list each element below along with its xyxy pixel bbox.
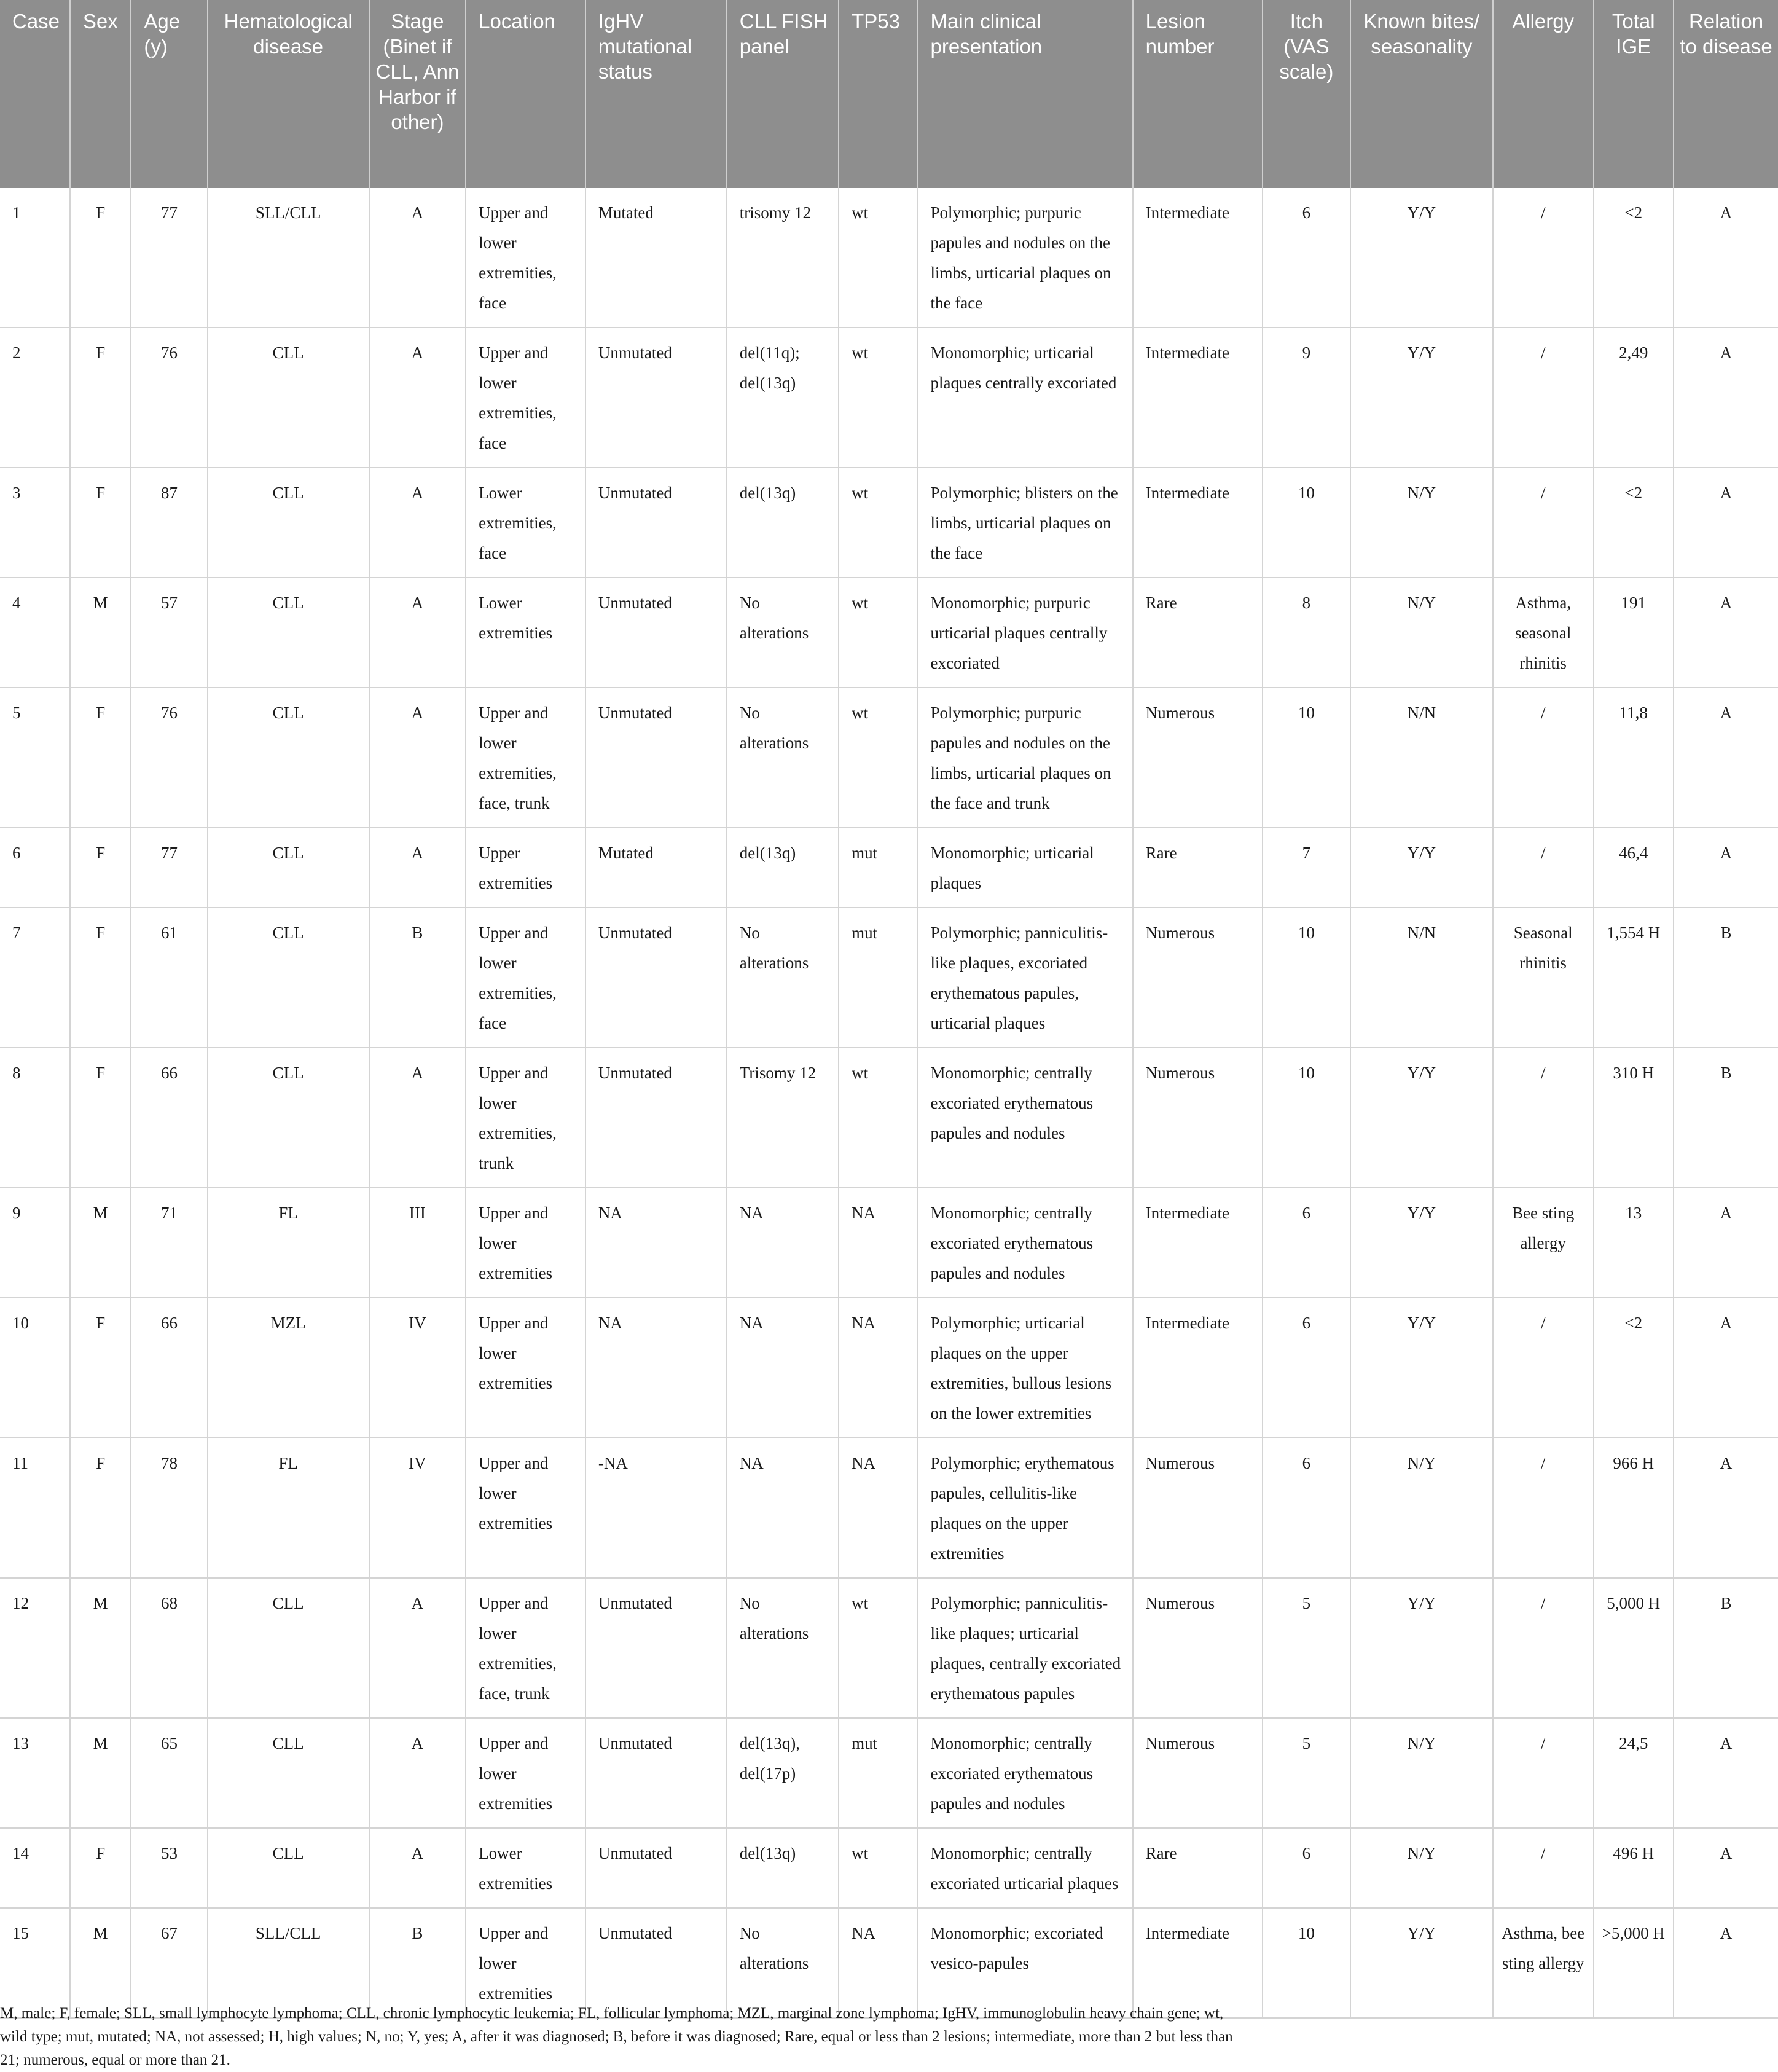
cell-known-bites-seasonality: Y/Y (1350, 1908, 1493, 2018)
cell-stage: A (369, 688, 466, 828)
cell-lesion-number: Rare (1133, 1828, 1263, 1908)
cell-age: 65 (131, 1718, 207, 1828)
cell-itch: 6 (1263, 1438, 1350, 1578)
cell-itch: 10 (1263, 1908, 1350, 2018)
cell-case: 6 (0, 828, 70, 908)
cell-itch: 7 (1263, 828, 1350, 908)
cell-cll-fish-panel: del(13q) (727, 828, 839, 908)
cell-total-ige: 496 H (1594, 1828, 1674, 1908)
cell-main-clinical-presentation: Monomorphic; urticarial plaques (918, 828, 1133, 908)
cell-stage: B (369, 1908, 466, 2018)
cell-age: 68 (131, 1578, 207, 1718)
cell-case: 11 (0, 1438, 70, 1578)
cell-case: 1 (0, 188, 70, 328)
cell-location: Upper extremities (466, 828, 585, 908)
cell-lesion-number: Intermediate (1133, 328, 1263, 468)
cell-lesion-number: Rare (1133, 578, 1263, 688)
header-age: Age (y) (131, 0, 207, 188)
cell-age: 66 (131, 1048, 207, 1188)
cell-lesion-number: Rare (1133, 828, 1263, 908)
cell-allergy: / (1493, 1048, 1594, 1188)
cell-lesion-number: Numerous (1133, 908, 1263, 1048)
cell-age: 78 (131, 1438, 207, 1578)
cell-ighv-status: Unmutated (585, 1908, 727, 2018)
table-row (0, 688, 1778, 828)
cell-hematological-disease: SLL/CLL (208, 188, 369, 328)
cell-age: 77 (131, 188, 207, 328)
cell-ighv-status: Unmutated (585, 688, 727, 828)
cell-relation-to-disease: A (1674, 578, 1778, 688)
cell-known-bites-seasonality: N/Y (1350, 468, 1493, 578)
cell-itch: 5 (1263, 1718, 1350, 1828)
cell-lesion-number: Intermediate (1133, 1298, 1263, 1438)
cell-hematological-disease: CLL (208, 1578, 369, 1718)
cell-tp53: wt (839, 578, 917, 688)
cell-ighv-status: -NA (585, 1438, 727, 1578)
cell-location: Upper and lower extremities, face (466, 188, 585, 328)
cell-allergy: / (1493, 1718, 1594, 1828)
cell-hematological-disease: CLL (208, 688, 369, 828)
cell-relation-to-disease: A (1674, 828, 1778, 908)
cell-case: 2 (0, 328, 70, 468)
cell-tp53: wt (839, 1828, 917, 1908)
cell-tp53: wt (839, 688, 917, 828)
cell-hematological-disease: CLL (208, 328, 369, 468)
cell-tp53: NA (839, 1298, 917, 1438)
cell-known-bites-seasonality: N/Y (1350, 1828, 1493, 1908)
cell-itch: 6 (1263, 1828, 1350, 1908)
cell-relation-to-disease: A (1674, 688, 1778, 828)
cell-known-bites-seasonality: N/Y (1350, 1718, 1493, 1828)
cell-case: 13 (0, 1718, 70, 1828)
cell-location: Upper and lower extremities (466, 1908, 585, 2018)
cell-case: 7 (0, 908, 70, 1048)
header-tp53: TP53 (839, 0, 917, 188)
cell-location: Upper and lower extremities (466, 1188, 585, 1298)
cell-cll-fish-panel: No alterations (727, 1578, 839, 1718)
cell-relation-to-disease: A (1674, 1298, 1778, 1438)
cell-allergy: Asthma, bee sting allergy (1493, 1908, 1594, 2018)
cell-total-ige: 13 (1594, 1188, 1674, 1298)
cell-sex: F (70, 188, 131, 328)
header-cll-fish-panel: CLL FISH panel (727, 0, 839, 188)
cell-total-ige: 5,000 H (1594, 1578, 1674, 1718)
cell-ighv-status: NA (585, 1188, 727, 1298)
cell-tp53: NA (839, 1188, 917, 1298)
cell-tp53: mut (839, 908, 917, 1048)
cell-lesion-number: Numerous (1133, 1438, 1263, 1578)
header-main-clinical-presentation: Main clinical presentation (918, 0, 1133, 188)
table-row (0, 1298, 1778, 1438)
cell-allergy: / (1493, 328, 1594, 468)
cell-stage: A (369, 468, 466, 578)
header-sex: Sex (70, 0, 131, 188)
cell-known-bites-seasonality: Y/Y (1350, 1298, 1493, 1438)
cell-ighv-status: Mutated (585, 828, 727, 908)
cell-total-ige: 24,5 (1594, 1718, 1674, 1828)
cell-lesion-number: Intermediate (1133, 468, 1263, 578)
cell-itch: 5 (1263, 1578, 1350, 1718)
cell-stage: III (369, 1188, 466, 1298)
cell-allergy: Asthma, seasonal rhinitis (1493, 578, 1594, 688)
cell-relation-to-disease: A (1674, 1438, 1778, 1578)
cell-allergy: / (1493, 468, 1594, 578)
table-row (0, 1828, 1778, 1908)
cell-location: Upper and lower extremities, face, trunk (466, 688, 585, 828)
cell-tp53: wt (839, 328, 917, 468)
header-ighv-status: IgHV mutational status (585, 0, 727, 188)
cell-sex: M (70, 1188, 131, 1298)
table-body (0, 188, 1778, 2018)
cell-relation-to-disease: A (1674, 1188, 1778, 1298)
cell-cll-fish-panel: Trisomy 12 (727, 1048, 839, 1188)
cell-sex: F (70, 908, 131, 1048)
table-row (0, 908, 1778, 1048)
cell-lesion-number: Numerous (1133, 1578, 1263, 1718)
header-lesion-number: Lesion number (1133, 0, 1263, 188)
cell-main-clinical-presentation: Monomorphic; purpuric urticarial plaques centrally excoriated (918, 578, 1133, 688)
cell-age: 66 (131, 1298, 207, 1438)
cell-known-bites-seasonality: N/N (1350, 908, 1493, 1048)
header-itch: Itch (VAS scale) (1263, 0, 1350, 188)
cell-itch: 9 (1263, 328, 1350, 468)
cell-case: 10 (0, 1298, 70, 1438)
cell-sex: M (70, 1578, 131, 1718)
cell-allergy: / (1493, 1438, 1594, 1578)
cell-case: 9 (0, 1188, 70, 1298)
cell-total-ige: >5,000 H (1594, 1908, 1674, 2018)
cell-main-clinical-presentation: Monomorphic; excoriated vesico-papules (918, 1908, 1133, 2018)
cell-tp53: wt (839, 188, 917, 328)
cell-allergy: / (1493, 828, 1594, 908)
cell-age: 71 (131, 1188, 207, 1298)
cell-cll-fish-panel: del(13q) (727, 1828, 839, 1908)
cell-hematological-disease: FL (208, 1438, 369, 1578)
table-row (0, 1438, 1778, 1578)
cell-sex: F (70, 688, 131, 828)
cell-hematological-disease: CLL (208, 828, 369, 908)
cell-relation-to-disease: B (1674, 908, 1778, 1048)
cell-main-clinical-presentation: Polymorphic; erythematous papules, cellulitis-like plaques on the upper extremities (918, 1438, 1133, 1578)
cell-main-clinical-presentation: Monomorphic; urticarial plaques centrally excoriated (918, 328, 1133, 468)
cell-known-bites-seasonality: Y/Y (1350, 328, 1493, 468)
cell-hematological-disease: CLL (208, 1718, 369, 1828)
cell-stage: A (369, 1048, 466, 1188)
cell-main-clinical-presentation: Monomorphic; centrally excoriated erythematous papules and nodules (918, 1188, 1133, 1298)
table-row (0, 188, 1778, 328)
cell-itch: 10 (1263, 468, 1350, 578)
header-location: Location (466, 0, 585, 188)
cell-relation-to-disease: A (1674, 1828, 1778, 1908)
cell-location: Lower extremities, face (466, 468, 585, 578)
cell-itch: 10 (1263, 688, 1350, 828)
cell-total-ige: 46,4 (1594, 828, 1674, 908)
cell-relation-to-disease: B (1674, 1578, 1778, 1718)
cell-ighv-status: Unmutated (585, 1578, 727, 1718)
cell-total-ige: <2 (1594, 188, 1674, 328)
cell-main-clinical-presentation: Polymorphic; panniculitis-like plaques; urticarial plaques, centrally excoriated erythematous papules (918, 1578, 1133, 1718)
header-total-ige: Total IGE (1594, 0, 1674, 188)
cell-tp53: NA (839, 1438, 917, 1578)
cell-itch: 8 (1263, 578, 1350, 688)
cell-sex: M (70, 578, 131, 688)
cell-allergy: / (1493, 1298, 1594, 1438)
cell-cll-fish-panel: No alterations (727, 578, 839, 688)
cell-known-bites-seasonality: Y/Y (1350, 828, 1493, 908)
cell-main-clinical-presentation: Monomorphic; centrally excoriated urticarial plaques (918, 1828, 1133, 1908)
cell-stage: IV (369, 1438, 466, 1578)
cell-stage: A (369, 828, 466, 908)
cell-main-clinical-presentation: Polymorphic; panniculitis-like plaques, excoriated erythematous papules, urticarial plaques (918, 908, 1133, 1048)
cell-stage: B (369, 908, 466, 1048)
cell-known-bites-seasonality: Y/Y (1350, 1048, 1493, 1188)
cell-location: Upper and lower extremities, face (466, 908, 585, 1048)
cell-case: 4 (0, 578, 70, 688)
cell-known-bites-seasonality: N/Y (1350, 1438, 1493, 1578)
cell-lesion-number: Numerous (1133, 1048, 1263, 1188)
table-row (0, 1188, 1778, 1298)
cell-stage: A (369, 1578, 466, 1718)
cell-ighv-status: Unmutated (585, 328, 727, 468)
cell-main-clinical-presentation: Polymorphic; urticarial plaques on the upper extremities, bullous lesions on the lower extremities (918, 1298, 1133, 1438)
cell-itch: 6 (1263, 1188, 1350, 1298)
cell-itch: 10 (1263, 1048, 1350, 1188)
cell-sex: M (70, 1908, 131, 2018)
header-hematological-disease: Hematological disease (208, 0, 369, 188)
header-allergy: Allergy (1493, 0, 1594, 188)
cell-ighv-status: Unmutated (585, 1828, 727, 1908)
cell-lesion-number: Numerous (1133, 688, 1263, 828)
cell-tp53: wt (839, 1578, 917, 1718)
cell-age: 53 (131, 1828, 207, 1908)
cell-tp53: mut (839, 1718, 917, 1828)
cell-lesion-number: Intermediate (1133, 1908, 1263, 2018)
cell-age: 67 (131, 1908, 207, 2018)
cell-known-bites-seasonality: Y/Y (1350, 188, 1493, 328)
table-row (0, 328, 1778, 468)
cell-allergy: Bee sting allergy (1493, 1188, 1594, 1298)
cell-age: 61 (131, 908, 207, 1048)
cell-hematological-disease: SLL/CLL (208, 1908, 369, 2018)
cell-location: Upper and lower extremities, face (466, 328, 585, 468)
cell-location: Upper and lower extremities, trunk (466, 1048, 585, 1188)
cell-total-ige: 310 H (1594, 1048, 1674, 1188)
cell-total-ige: 191 (1594, 578, 1674, 688)
cell-allergy: / (1493, 688, 1594, 828)
cell-age: 57 (131, 578, 207, 688)
cell-sex: F (70, 1828, 131, 1908)
table-row (0, 1578, 1778, 1718)
header-relation-to-disease: Relation to disease (1674, 0, 1778, 188)
header-row (0, 0, 1778, 188)
cell-total-ige: 2,49 (1594, 328, 1674, 468)
cell-relation-to-disease: B (1674, 1048, 1778, 1188)
cell-case: 5 (0, 688, 70, 828)
cell-stage: IV (369, 1298, 466, 1438)
table-row (0, 468, 1778, 578)
cell-cll-fish-panel: No alterations (727, 908, 839, 1048)
cell-cll-fish-panel: No alterations (727, 688, 839, 828)
cell-relation-to-disease: A (1674, 328, 1778, 468)
cell-main-clinical-presentation: Polymorphic; purpuric papules and nodules on the limbs, urticarial plaques on the face and trunk (918, 688, 1133, 828)
cell-cll-fish-panel: No alterations (727, 1908, 839, 2018)
cell-tp53: NA (839, 1908, 917, 2018)
table-row (0, 828, 1778, 908)
cell-location: Upper and lower extremities (466, 1718, 585, 1828)
cell-relation-to-disease: A (1674, 1908, 1778, 2018)
cell-ighv-status: Mutated (585, 188, 727, 328)
cell-hematological-disease: MZL (208, 1298, 369, 1438)
cell-hematological-disease: CLL (208, 1828, 369, 1908)
cell-stage: A (369, 328, 466, 468)
cell-known-bites-seasonality: N/Y (1350, 578, 1493, 688)
table-row (0, 1048, 1778, 1188)
cell-itch: 6 (1263, 1298, 1350, 1438)
cell-tp53: wt (839, 1048, 917, 1188)
cell-case: 3 (0, 468, 70, 578)
cell-hematological-disease: CLL (208, 1048, 369, 1188)
cell-allergy: / (1493, 188, 1594, 328)
cell-stage: A (369, 578, 466, 688)
cell-stage: A (369, 1828, 466, 1908)
cell-cll-fish-panel: NA (727, 1438, 839, 1578)
cell-cll-fish-panel: trisomy 12 (727, 188, 839, 328)
cell-case: 12 (0, 1578, 70, 1718)
cell-ighv-status: Unmutated (585, 1048, 727, 1188)
cell-hematological-disease: CLL (208, 468, 369, 578)
cell-hematological-disease: CLL (208, 908, 369, 1048)
cell-hematological-disease: FL (208, 1188, 369, 1298)
cell-total-ige: 1,554 H (1594, 908, 1674, 1048)
cell-sex: F (70, 1048, 131, 1188)
cell-stage: A (369, 1718, 466, 1828)
table-footnote: M, male; F, female; SLL, small lymphocyte lymphoma; CLL, chronic lymphocytic leukemia; FL, follicular lymphoma; MZL, marginal zone lymphoma; IgHV, immunoglobulin heavy chain gene; wt, wild type; mut, mutated; NA, not assessed; H, high values; N, no; Y, yes; A, after it was diagnosed; B, before it was diagnosed; Rare, equal or less than 2 lesions; intermediate, more than 2 but less than 21; numerous, equal or more than 21. (0, 2005, 1233, 2068)
cell-cll-fish-panel: del(13q) (727, 468, 839, 578)
cell-allergy: / (1493, 1578, 1594, 1718)
cell-ighv-status: Unmutated (585, 1718, 727, 1828)
cell-main-clinical-presentation: Polymorphic; blisters on the limbs, urticarial plaques on the face (918, 468, 1133, 578)
cell-sex: F (70, 468, 131, 578)
cell-lesion-number: Intermediate (1133, 1188, 1263, 1298)
cell-age: 76 (131, 328, 207, 468)
cell-allergy: Seasonal rhinitis (1493, 908, 1594, 1048)
cell-total-ige: <2 (1594, 468, 1674, 578)
cell-tp53: wt (839, 468, 917, 578)
cell-age: 77 (131, 828, 207, 908)
cell-location: Upper and lower extremities (466, 1298, 585, 1438)
cell-age: 76 (131, 688, 207, 828)
cell-known-bites-seasonality: Y/Y (1350, 1188, 1493, 1298)
cell-lesion-number: Intermediate (1133, 188, 1263, 328)
cell-location: Lower extremities (466, 578, 585, 688)
table-row (0, 578, 1778, 688)
header-known-bites-seasonality: Known bites/ seasonality (1350, 0, 1493, 188)
cell-sex: F (70, 1438, 131, 1578)
cell-ighv-status: Unmutated (585, 468, 727, 578)
cell-location: Upper and lower extremities, face, trunk (466, 1578, 585, 1718)
cell-sex: F (70, 1298, 131, 1438)
cell-stage: A (369, 188, 466, 328)
cell-location: Upper and lower extremities (466, 1438, 585, 1578)
cell-known-bites-seasonality: Y/Y (1350, 1578, 1493, 1718)
cell-location: Lower extremities (466, 1828, 585, 1908)
cell-ighv-status: NA (585, 1298, 727, 1438)
cell-sex: F (70, 828, 131, 908)
cell-tp53: mut (839, 828, 917, 908)
cell-sex: F (70, 328, 131, 468)
cell-relation-to-disease: A (1674, 1718, 1778, 1828)
cell-case: 8 (0, 1048, 70, 1188)
cell-lesion-number: Numerous (1133, 1718, 1263, 1828)
cell-sex: M (70, 1718, 131, 1828)
cell-case: 15 (0, 1908, 70, 2018)
cell-total-ige: 966 H (1594, 1438, 1674, 1578)
header-case: Case (0, 0, 70, 188)
cell-total-ige: 11,8 (1594, 688, 1674, 828)
table-row (0, 1718, 1778, 1828)
cell-cll-fish-panel: NA (727, 1188, 839, 1298)
cell-main-clinical-presentation: Monomorphic; centrally excoriated erythematous papules and nodules (918, 1048, 1133, 1188)
cell-main-clinical-presentation: Polymorphic; purpuric papules and nodules on the limbs, urticarial plaques on the face (918, 188, 1133, 328)
header-stage: Stage (Binet if CLL, Ann Harbor if other) (369, 0, 466, 188)
cell-allergy: / (1493, 1828, 1594, 1908)
table-header (0, 0, 1778, 188)
cell-ighv-status: Unmutated (585, 908, 727, 1048)
cell-itch: 6 (1263, 188, 1350, 328)
cell-ighv-status: Unmutated (585, 578, 727, 688)
cell-known-bites-seasonality: N/N (1350, 688, 1493, 828)
cell-hematological-disease: CLL (208, 578, 369, 688)
cell-case: 14 (0, 1828, 70, 1908)
cell-cll-fish-panel: del(13q), del(17p) (727, 1718, 839, 1828)
cell-cll-fish-panel: del(11q); del(13q) (727, 328, 839, 468)
cell-relation-to-disease: A (1674, 188, 1778, 328)
cell-itch: 10 (1263, 908, 1350, 1048)
cell-main-clinical-presentation: Monomorphic; centrally excoriated erythematous papules and nodules (918, 1718, 1133, 1828)
cell-cll-fish-panel: NA (727, 1298, 839, 1438)
cell-age: 87 (131, 468, 207, 578)
cell-total-ige: <2 (1594, 1298, 1674, 1438)
cell-relation-to-disease: A (1674, 468, 1778, 578)
